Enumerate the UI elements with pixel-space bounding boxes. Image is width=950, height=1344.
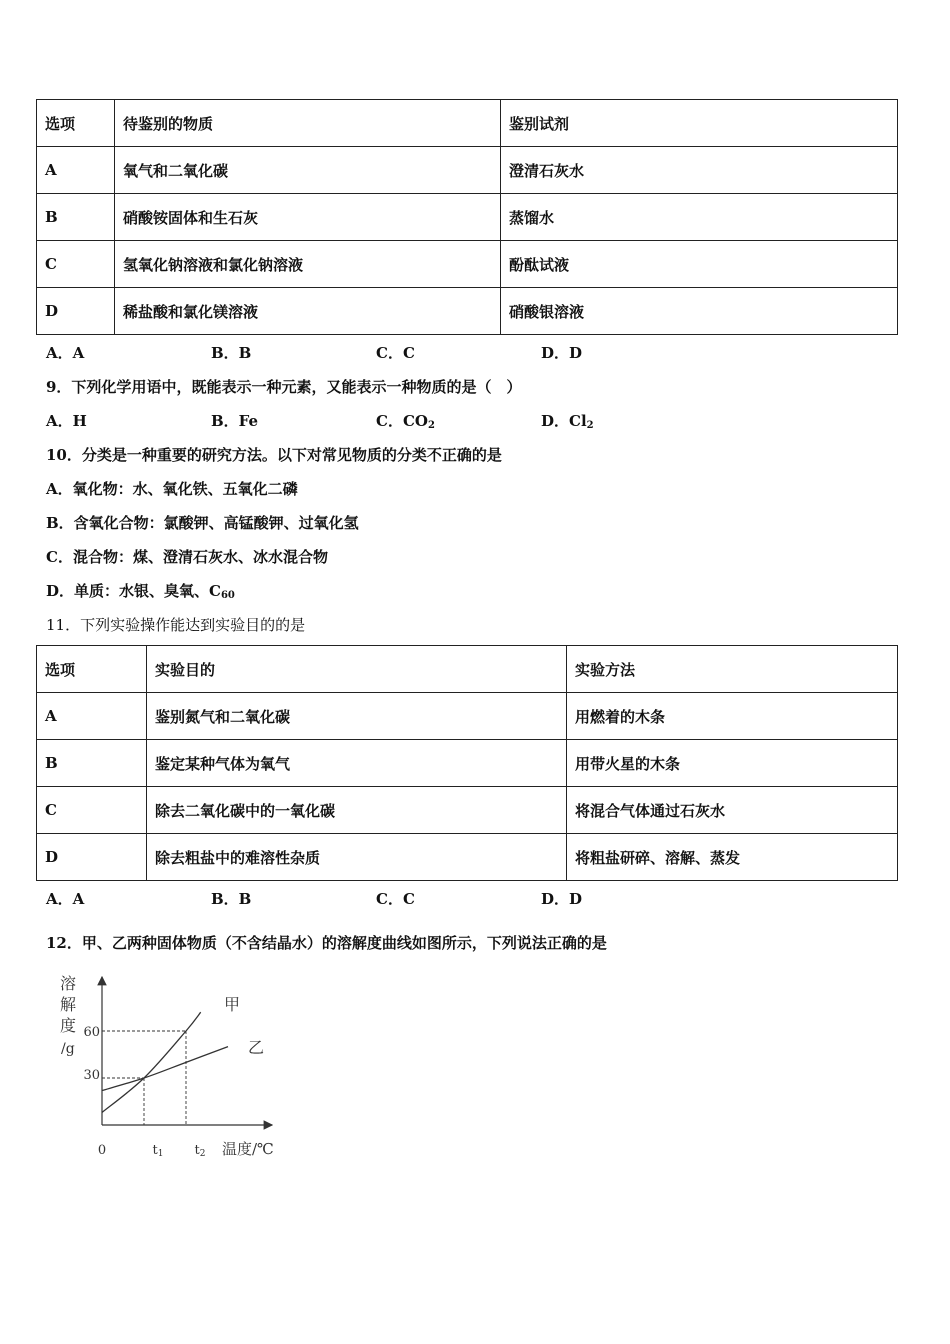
table-header-cell: 鉴别试剂	[501, 100, 898, 147]
table-header-cell: 实验方法	[567, 646, 898, 693]
answer-option-c[interactable]: C．$CO_2$	[376, 412, 435, 431]
table-cell: 将粗盐研碎、溶解、蒸发	[567, 834, 898, 881]
table-cell: 硝酸银溶液	[501, 288, 898, 335]
curve-label-yi: 乙	[248, 1038, 265, 1057]
table-cell: C	[37, 241, 115, 288]
answer-option-a[interactable]: A．H	[46, 412, 87, 430]
table-cell: 酚酞试液	[501, 241, 898, 288]
answer-option-a[interactable]: A．A	[46, 344, 85, 362]
table-cell: B	[37, 740, 147, 787]
table-cell: 稀盐酸和氯化镁溶液	[115, 288, 501, 335]
answer-option-a[interactable]: A．A	[46, 890, 85, 908]
answer-option-b[interactable]: B．B	[211, 890, 252, 908]
answer-option-b[interactable]: B．B	[211, 344, 252, 362]
answer-option-d[interactable]: D．单质：水银、臭氧、$C_{60}$	[46, 582, 235, 601]
table-cell: A	[37, 147, 115, 194]
table-cell: 蒸馏水	[501, 194, 898, 241]
table-cell: C	[37, 787, 147, 834]
answer-option-b[interactable]: B．Fe	[211, 412, 259, 430]
curve-label-jia: 甲	[224, 995, 241, 1014]
y-tick-label-60: 60	[83, 1025, 100, 1040]
table-cell: A	[37, 693, 147, 740]
q11-stem: 11．下列实验操作能达到实验目的的是	[46, 616, 306, 634]
answer-option-b[interactable]: B．含氧化合物：氯酸钾、高锰酸钾、过氧化氢	[46, 514, 359, 532]
answer-option-d[interactable]: D．D	[541, 890, 583, 908]
identification-table	[36, 99, 898, 335]
table-header-cell: 选项	[37, 646, 147, 693]
table-cell: 将混合气体通过石灰水	[567, 787, 898, 834]
table-cell: 除去粗盐中的难溶性杂质	[147, 834, 567, 881]
table-cell: 鉴定某种气体为氧气	[147, 740, 567, 787]
table-row	[37, 288, 898, 335]
table-cell: 鉴别氮气和二氧化碳	[147, 693, 567, 740]
q9-stem: 9．下列化学用语中，既能表示一种元素，又能表示一种物质的是（ ）	[46, 378, 522, 396]
table-row	[37, 834, 898, 881]
table-cell: D	[37, 288, 115, 335]
subscript: 2	[586, 420, 594, 431]
curve-yi	[102, 1047, 228, 1091]
table-row	[37, 693, 898, 740]
table-header-row	[37, 100, 898, 147]
answer-option-c[interactable]: C．C	[376, 890, 415, 908]
table-cell: 氢氧化钠溶液和氯化钠溶液	[115, 241, 501, 288]
answer-option-c[interactable]: C．混合物：煤、澄清石灰水、冰水混合物	[46, 548, 328, 566]
table-row	[37, 147, 898, 194]
answer-option-a[interactable]: A．氧化物：水、氧化铁、五氧化二磷	[46, 480, 298, 498]
table-row	[37, 241, 898, 288]
x-tick-label-t1: t1	[152, 1143, 164, 1159]
q8-answer-options	[46, 342, 906, 362]
table-header-cell: 选项	[37, 100, 115, 147]
table-row	[37, 740, 898, 787]
table-cell: 硝酸铵固体和生石灰	[115, 194, 501, 241]
y-tick-label-30: 30	[83, 1068, 100, 1083]
x-axis-label: 温度/℃	[222, 1140, 274, 1158]
table-row	[37, 787, 898, 834]
q10-stem: 10．分类是一种重要的研究方法。以下对常见物质的分类不正确的是	[46, 446, 502, 464]
table-header-cell: 待鉴别的物质	[115, 100, 501, 147]
table-cell: 用带火星的木条	[567, 740, 898, 787]
table-cell: 除去二氧化碳中的一氧化碳	[147, 787, 567, 834]
table-header-cell: 实验目的	[147, 646, 567, 693]
x-tick-label-t2: t2	[194, 1143, 206, 1159]
table-cell: D	[37, 834, 147, 881]
table-cell: 用燃着的木条	[567, 693, 898, 740]
q9-answer-options	[46, 410, 906, 430]
origin-label: 0	[97, 1143, 107, 1158]
y-axis-label-char: /g	[61, 1041, 75, 1057]
table-row	[37, 194, 898, 241]
q12-stem: 12．甲、乙两种固体物质（不含结晶水）的溶解度曲线如图所示，下列说法正确的是	[46, 934, 607, 952]
y-axis-label-char: 溶	[60, 974, 77, 993]
experiment-table	[36, 645, 898, 881]
solubility-curve-chart	[40, 965, 300, 1170]
answer-option-c[interactable]: C．C	[376, 344, 415, 362]
table-header-row	[37, 646, 898, 693]
answer-option-d[interactable]: D．D	[541, 344, 583, 362]
subscript: 2	[427, 420, 435, 431]
answer-option-d[interactable]: D．$Cl_2$	[541, 412, 594, 431]
table-cell: B	[37, 194, 115, 241]
table-cell: 氧气和二氧化碳	[115, 147, 501, 194]
y-axis-label-char: 解	[60, 995, 77, 1014]
table-cell: 澄清石灰水	[501, 147, 898, 194]
subscript: 60	[220, 590, 235, 601]
y-axis-label-char: 度	[60, 1016, 77, 1035]
q11-answer-options	[46, 888, 906, 908]
